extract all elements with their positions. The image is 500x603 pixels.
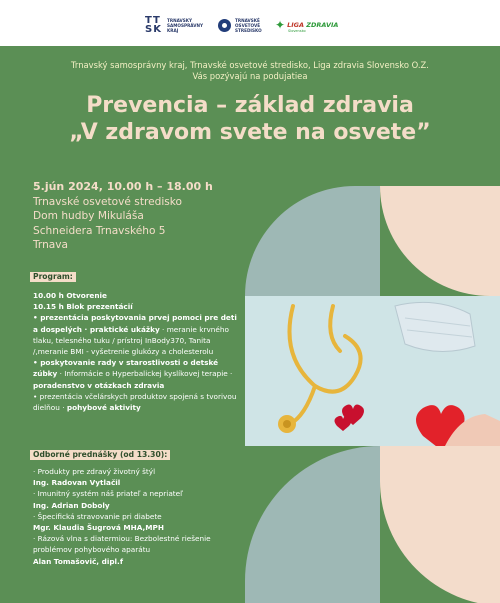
event-title xyxy=(0,92,500,146)
program-item-3 xyxy=(33,391,243,413)
liga-logo-text xyxy=(287,21,338,29)
event-details xyxy=(33,180,213,253)
stethoscope-photo xyxy=(245,296,500,446)
header-bar xyxy=(0,0,500,46)
ttsk-logo xyxy=(145,12,207,38)
decor-teal-bottom xyxy=(245,446,380,603)
tos-logo xyxy=(218,12,275,38)
program-label: Program: xyxy=(30,272,76,282)
program-item-1 xyxy=(33,312,243,357)
liga-logo xyxy=(275,12,338,38)
program-time-1: 10.00 h Otvorenie xyxy=(33,291,108,300)
program-item-3-rest: • prezentácia včelárskych produktov spojená s tvorivou dielňou · xyxy=(33,391,237,413)
ttsk-logo-text: TRNAVSKÝ SAMOSPRÁVNY KRAJ xyxy=(167,17,204,33)
program-item-1-rest: · meranie krvného tlaku, telesného tuku / prístroj InBody370, Tanita /,meranie BMI - vyšetrenie glukózy a cholesterolu xyxy=(33,324,229,357)
venue-line-1: Trnavské osvetové stredisko xyxy=(33,195,183,208)
ttsk-mark: TT SK xyxy=(145,15,162,35)
stethoscope-illustration xyxy=(245,296,500,446)
talk-3-speaker: Mgr. Klaudia Šugrová MHA,MPH xyxy=(33,523,164,533)
liga-text-2: ZDRAVIA xyxy=(306,21,339,29)
talk-4-speaker: Alan Tomašovič, dipl.f xyxy=(33,556,124,566)
program-time-2: 10.15 h Blok prezentácií xyxy=(33,302,133,312)
talk-2-topic: · Imunitný systém náš priateľ a nepriateľ xyxy=(33,489,183,499)
decor-cream-bottom xyxy=(380,446,500,603)
talk-4-topic: · Rázová vlna s diatermiou: Bezbolestné riešenie problémov pohybového aparátu xyxy=(33,534,211,555)
venue-line-3: Schneidera Trnavského 5 xyxy=(33,224,166,237)
program-item-2-bold-2: poradenstvo v otázkach zdravia xyxy=(33,380,165,390)
talks-label: Odborné prednášky (od 13.30): xyxy=(30,450,170,460)
liga-text-1: LIGA xyxy=(287,21,304,29)
venue-city: Trnava xyxy=(33,239,69,251)
tos-logo-icon xyxy=(218,19,231,32)
event-date-time: 5.jún 2024, 10.00 h – 18.00 h xyxy=(33,180,213,193)
intro-line-1: Trnavský samosprávny kraj, Trnavské osvetové stredisko, Liga zdravia Slovensko O.Z. xyxy=(71,60,429,70)
liga-logo-subtext: Slovensko xyxy=(288,29,306,33)
program-item-1-bold: • prezentácia poskytovania prvej pomoci pre deti a dospelých · praktické ukážky xyxy=(33,313,237,334)
tos-logo-text: TRNAVSKÉ OSVETOVÉ STREDISKO xyxy=(235,17,262,33)
title-line-2: „V zdravom svete na osvete” xyxy=(69,120,431,145)
talk-3-topic: · Špecifická stravovanie pri diabete xyxy=(33,511,162,521)
program-item-2-rest: · Informácie o Hyperbalickej kyslíkovej terapie · xyxy=(57,369,233,379)
poster xyxy=(0,46,500,603)
talk-2-speaker: Ing. Adrian Doboly xyxy=(33,500,110,510)
talk-1-speaker: Ing. Radovan Vytlačil xyxy=(33,478,121,488)
liga-figure-icon: ✦ xyxy=(275,18,286,32)
title-line-1: Prevencia – základ zdravia xyxy=(86,93,414,118)
talks-block xyxy=(33,466,243,567)
program-block xyxy=(33,290,243,413)
decor-teal-top xyxy=(245,186,380,296)
program-item-3-bold: pohybové aktivity xyxy=(66,403,141,413)
talk-1-topic: · Produkty pre zdravý životný štýl xyxy=(33,467,156,476)
venue-line-2: Dom hudby Mikuláša xyxy=(33,210,144,222)
decor-cream-top xyxy=(380,186,500,296)
intro-line-2: Vás pozývajú na podujatiea xyxy=(192,71,308,81)
program-item-2 xyxy=(33,357,243,391)
intro-text xyxy=(0,60,500,82)
program-item-2-bold: • poskytovanie rady v starostlivosti o detské zúbky xyxy=(33,358,219,379)
